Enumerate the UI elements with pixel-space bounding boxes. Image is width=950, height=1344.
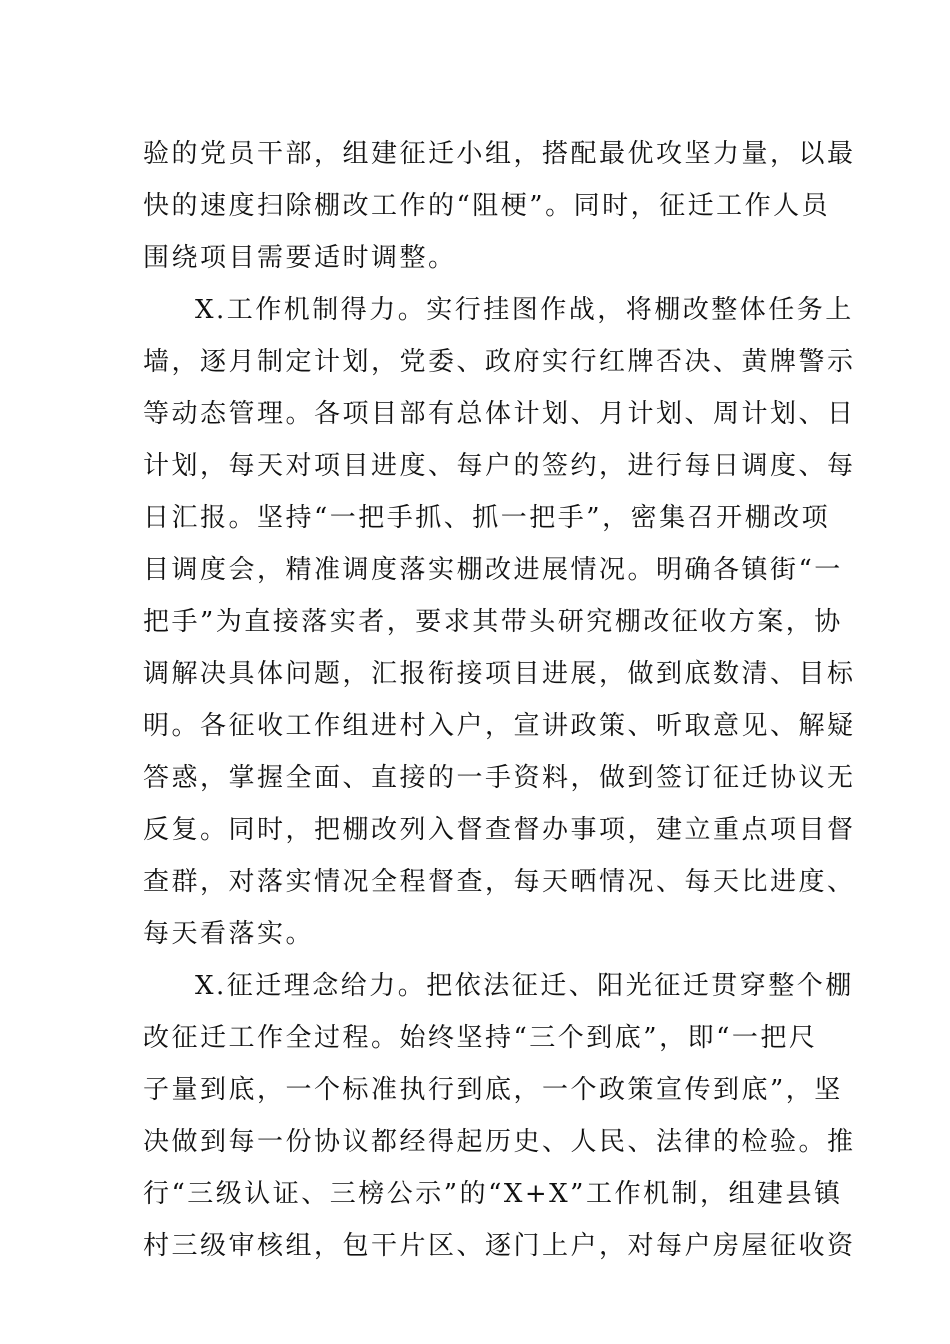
text-line: 计划，每天对项目进度、每户的签约，进行每日调度、每 — [143, 451, 856, 481]
text-line: 墙，逐月制定计划，党委、政府实行红牌否决、黄牌警示 — [143, 347, 856, 377]
text-line: 反复。同时，把棚改列入督查督办事项，建立重点项目督 — [143, 815, 856, 845]
text-line: 日汇报。坚持“一把手抓、抓一把手”，密集召开棚改项 — [143, 503, 831, 533]
text-line: 快的速度扫除棚改工作的“阻梗”。同时，征迁工作人员 — [143, 191, 831, 221]
paragraph-3 — [143, 960, 856, 1272]
text-line: 等动态管理。各项目部有总体计划、月计划、周计划、日 — [143, 399, 856, 429]
document-body — [143, 128, 856, 1272]
text-line: 查群，对落实情况全程督查，每天晒情况、每天比进度、 — [143, 867, 856, 897]
paragraph-1 — [143, 128, 856, 284]
text-line: 答惑，掌握全面、直接的一手资料，做到签订征迁协议无 — [143, 763, 856, 793]
text-line: 把手”为直接落实者，要求其带头研究棚改征收方案，协 — [143, 607, 843, 637]
text-line: 目调度会，精准调度落实棚改进展情况。明确各镇街“一 — [143, 555, 843, 585]
text-line: X.征迁理念给力。把依法征迁、阳光征迁贯穿整个棚 — [195, 971, 854, 1001]
paragraph-2 — [143, 284, 856, 960]
text-line: 村三级审核组，包干片区、逐门上户，对每户房屋征收资 — [143, 1231, 856, 1261]
text-line: 验的党员干部，组建征迁小组，搭配最优攻坚力量，以最 — [143, 139, 856, 169]
text-line: 明。各征收工作组进村入户，宣讲政策、听取意见、解疑 — [143, 711, 856, 741]
text-line: 改征迁工作全过程。始终坚持“三个到底”，即“一把尺 — [143, 1023, 818, 1053]
text-line: 每天看落实。 — [143, 919, 315, 949]
text-line: 调解决具体问题，汇报衔接项目进展，做到底数清、目标 — [143, 659, 856, 689]
text-line: 围绕项目需要适时调整。 — [143, 243, 457, 273]
text-line: X.工作机制得力。实行挂图作战，将棚改整体任务上 — [195, 295, 854, 325]
text-line: 决做到每一份协议都经得起历史、人民、法律的检验。推 — [143, 1127, 856, 1157]
text-line: 行“三级认证、三榜公示”的“X+X”工作机制，组建县镇 — [143, 1179, 843, 1209]
text-line: 子量到底，一个标准执行到底，一个政策宣传到底”，坚 — [143, 1075, 843, 1105]
